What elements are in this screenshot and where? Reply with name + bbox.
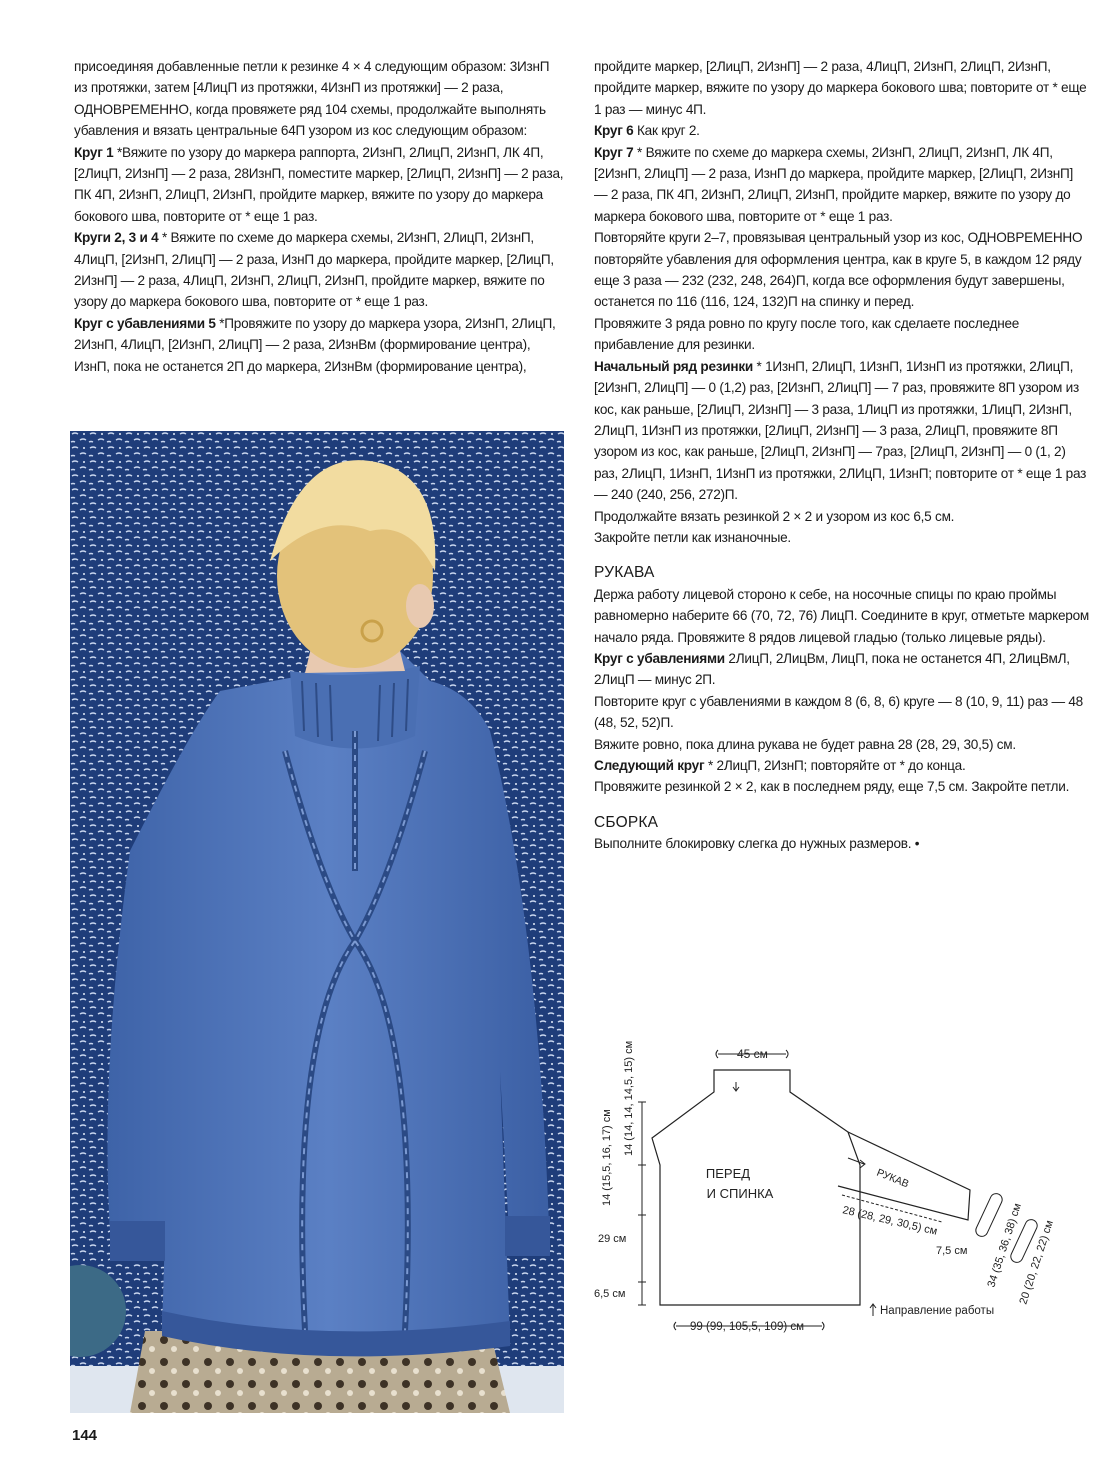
- round-text: 2ЛицП, 2ЛицВм, ЛицП, пока не останется 4П, 2ЛицВмЛ, 2ЛицП — минус 2П.: [594, 650, 1070, 688]
- paragraph: Повторяйте круги 2–7, провязывая центральный узор из кос, ОДНОВРЕМЕННО повторяйте убавления для оформления центра, как в круге 5, в каждом 12 ряду еще 3 раза — 232 (232, 248, 264)П, когда все оформления будут завершены, останется по 116 (116, 124, 132)П на спинку и перед.: [594, 230, 1083, 310]
- body-label: И СПИНКА: [706, 1186, 774, 1201]
- left-column: [74, 56, 566, 377]
- bottom-width-label: 99 (99, 105,5, 109) см: [690, 1321, 805, 1333]
- round-text: Как круг 2.: [633, 123, 700, 139]
- paragraph: Провяжите резинкой 2 × 2, как в последнем ряду, еще 7,5 см. Закройте петли.: [594, 779, 1070, 795]
- paragraph: пройдите маркер, [2ЛицП, 2ИзнП] — 2 раза, 4ЛицП, 2ИзнП, 2ЛицП, 2ИзнП, пройдите маркер, вяжите по узору до маркера бокового шва; повторите от * еще 1 раз — минус 4П.: [594, 59, 1087, 117]
- height-body-label: 29 см: [598, 1233, 627, 1245]
- height-rib-label: 6,5 см: [594, 1288, 626, 1300]
- section-heading-sleeves: РУКАВА: [594, 564, 655, 582]
- round-label: Круг 1: [74, 144, 114, 160]
- schematic-diagram: [590, 1020, 1090, 1350]
- round-text: * Вяжите по схеме до маркера схемы, 2ИзнП, 2ЛицП, 2ИзнП, 4ЛицП, [2ИзнП, 2ЛицП] — 2 раза, ИзнП до маркера, пройдите маркер, [2ЛицП, 2ИзнП] — 2 раза, 4ЛицП, 2ИзнП, 2ЛицП, 2ИзнП, пройдите маркер, вяжите по узору до маркера бокового шва, повторите от * еще 1 раз.: [74, 230, 554, 310]
- paragraph: Держа работу лицевой стороно к себе, на носочные спицы по краю проймы равномерно наберите 66 (70, 72, 76) ЛицП. Соедините в круг, отметьте маркером начало ряда. Провяжите 8 рядов лицевой гладью (только лицевые ряды).: [594, 586, 1089, 645]
- sleeve-length-label: 28 (28, 29, 30,5) см: [841, 1204, 939, 1238]
- legend-label: Направление работы: [880, 1305, 995, 1317]
- sleeve-upper-label: 34 (35, 36, 38) см: [985, 1201, 1024, 1289]
- height-yoke-label: 14 (15,5, 16, 17) см: [601, 1109, 613, 1206]
- decrease-round: [594, 648, 1089, 691]
- rib-row: [594, 356, 1089, 506]
- paragraph: Выполните блокировку слегка до нужных размеров. •: [594, 836, 920, 852]
- round-label: Начальный ряд резинки: [594, 358, 753, 374]
- round-label: Круг 6: [594, 123, 634, 139]
- round-text: *Провяжите по узору до маркера узора, 2ИзнП, 2ЛицП, 2ИзнП, 4ЛицП, [2ИзнП, 2ЛицП] — 2 раза, 2ИзнВм (формирование центра), ИзнП, пока не останется 2П до маркера, 2ИзнВм (формирование центра),: [74, 315, 556, 374]
- neck-width-label: 45 см: [737, 1047, 768, 1061]
- height-neck-label: 14 (14, 14, 14,5, 15) см: [623, 1040, 635, 1156]
- page-number: 144: [72, 1427, 98, 1444]
- round-6: [594, 120, 1089, 141]
- round-label: Следующий круг: [594, 758, 705, 773]
- round-label: Круг с убавлениями 5: [74, 315, 216, 331]
- round-text: * 2ЛицП, 2ИзнП; повторяйте от * до конца.: [704, 758, 966, 773]
- section-heading-assembly: СБОРКА: [594, 813, 659, 831]
- sweater-photo: [70, 431, 564, 1413]
- paragraph: Провяжите 3 ряда ровно по кругу после того, как сделаете последнее прибавление для резинки.: [594, 315, 1020, 353]
- right-column: [594, 56, 1089, 855]
- round-label: Круг 7: [594, 144, 634, 160]
- round-label: Круг с убавлениями: [594, 650, 725, 666]
- paragraph: Закройте петли как изнаночные.: [594, 529, 791, 545]
- paragraph: присоединяя добавленные петли к резинке 4 × 4 следующим образом: 3ИзнП из протяжки, затем [4ЛицП из протяжки, 4ИзнП из протяжки] — 2 раза, ОДНОВРЕМЕННО, когда провяжете ряд 104 схемы, продолжайте выполнять убавления и вязать центральные 64П узором из кос следующим образом:: [74, 59, 550, 139]
- round-text: * 1ИзнП, 2ЛицП, 1ИзнП, 1ИзнП из протяжки, 2ЛицП, [2ИзнП, 2ЛицП] — 0 (1,2) раз, [2ИзнП, 2ЛицП] — 7 раз, провяжите 8П узором из кос, как раньше, [2ЛицП, 2ИзнП] — 3 раза, 1ЛицП из протяжки, 1ЛицП, 2ИзнП, 2ЛицП, 1ИзнП из протяжки, [2ЛицП, 2ИзнП] — 3 раза, 2ЛицП, провяжите 8П узором из кос, как раньше, [2ЛицП, 2ИзнП] — 7раз, [2ЛицП, 2ИзнП] — 0 (1, 2) раз, 2ЛицП, 1ИзнП, 1ИзнП из протяжки, 2ЛИцП, 1ИзнП; повторите от * еще 1 раз — 240 (240, 256, 272)П.: [594, 358, 1087, 503]
- body-label: ПЕРЕД: [705, 1166, 751, 1181]
- rounds-2-3-4: [74, 227, 566, 313]
- sleeve-label: РУКАВ: [874, 1166, 911, 1191]
- round-1: [74, 142, 566, 228]
- sleeve-cuff-label: 7,5 см: [936, 1245, 968, 1257]
- round-7: [594, 142, 1089, 228]
- round-text: * Вяжите по схеме до маркера схемы, 2ИзнП, 2ЛицП, 2ИзнП, ЛК 4П, [2ИзнП, 2ЛицП] — 2 раза, ИзнП до маркера, пройдите маркер, [2ЛицП, 2ИзнП] — 2 раза, ПК 4П, 2ИзнП, 2ЛицП, 2ИзнП, пройдите маркер, вяжите по узору до маркера бокового шва, повторите от * еще 1 раз.: [594, 144, 1074, 224]
- next-round: [594, 755, 1089, 776]
- paragraph: Продолжайте вязать резинкой 2 × 2 и узором из кос 6,5 см.: [594, 508, 955, 524]
- round-label: Круги 2, 3 и 4: [74, 230, 159, 246]
- round-5: [74, 313, 566, 377]
- paragraph: Вяжите ровно, пока длина рукава не будет равна 28 (28, 29, 30,5) см.: [594, 736, 1016, 752]
- round-text: *Вяжите по узору до маркера раппорта, 2ИзнП, 2ЛицП, 2ИзнП, ЛК 4П, [2ЛицП, 2ИзнП] — 2 раза, 28ИзнП, поместите маркер, [2ЛицП, 2ИзнП] — 2 раза, ПК 4П, 2ИзнП, 2ЛицП, 2ИзнП, пройдите маркер, вяжите по узору до маркера бокового шва, повторите от * еще 1 раз.: [74, 144, 564, 224]
- sleeve-lower-label: 20 (20, 22, 22) см: [1017, 1218, 1056, 1306]
- paragraph: Повторите круг с убавлениями в каждом 8 (6, 8, 6) круге — 8 (10, 9, 11) раз — 48 (48, 52, 52)П.: [594, 693, 1083, 731]
